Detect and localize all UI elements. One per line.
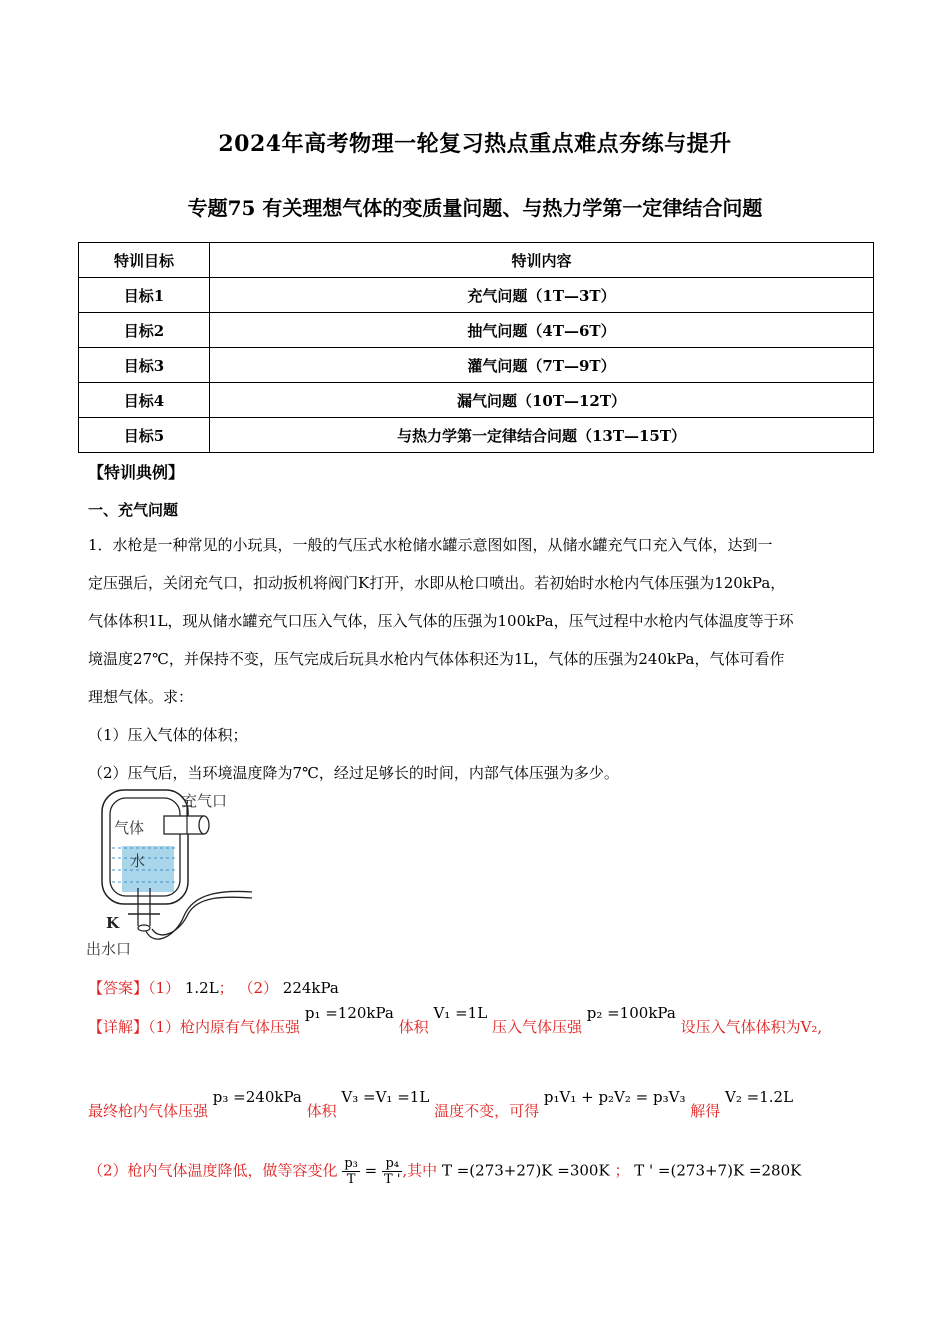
table-cell-goal: 目标5 bbox=[79, 418, 210, 453]
page-title: 2024年高考物理一轮复习热点重点难点夯练与提升 bbox=[218, 131, 732, 157]
problem-line: 境温度27℃，并保持不变，压气完成后玩具水枪内气体体积还为1L，气体的压强为240kPa，气体可看作 bbox=[88, 650, 785, 668]
detail-line-1 bbox=[88, 1004, 863, 1037]
numerator: p₄ bbox=[382, 1156, 402, 1172]
examples-heading: 【特训典例】 bbox=[88, 463, 185, 482]
math-expr: V₂ =1.2L bbox=[725, 1088, 794, 1106]
question-1: （1）压入气体的体积； bbox=[88, 726, 248, 744]
table-cell-content: 与热力学第一定律结合问题（13T—15T） bbox=[210, 418, 874, 453]
table-cell-content: 漏气问题（10T—12T） bbox=[210, 383, 874, 418]
detail-text: 解得 bbox=[690, 1102, 721, 1120]
table-row bbox=[79, 348, 874, 383]
detail-text: （2）枪内气体温度降低，做等容变化 bbox=[88, 1161, 338, 1180]
problem-line: 定压强后，关闭充气口，扣动扳机将阀门K打开，水即从枪口喷出。若初始时水枪内气体压强为120kPa， bbox=[88, 574, 786, 592]
table-cell-goal: 目标4 bbox=[79, 383, 210, 418]
detail-tag: 【详解】 bbox=[88, 1018, 149, 1036]
question-2: （2）压气后，当环境温度降为7℃，经过足够长的时间，内部气体压强为多少。 bbox=[88, 764, 619, 782]
math-expr: V₁ =1L bbox=[433, 1004, 488, 1022]
inlet-label: 充气口 bbox=[182, 792, 228, 810]
inlet-pipe bbox=[164, 816, 204, 834]
table-row bbox=[79, 383, 874, 418]
inlet-opening bbox=[199, 816, 209, 834]
denominator: T bbox=[346, 1172, 356, 1187]
math-expr: p₃ =240kPa bbox=[212, 1088, 302, 1106]
table-cell-content: 灌气问题（7T—9T） bbox=[210, 348, 874, 383]
detail-line-2 bbox=[88, 1088, 863, 1121]
section-heading: 一、充气问题 bbox=[88, 501, 179, 519]
answer-line bbox=[88, 977, 339, 998]
problem-line: 理想气体。求： bbox=[88, 688, 194, 706]
table-header-cell: 特训目标 bbox=[79, 243, 210, 278]
detail-text: 体积 bbox=[398, 1018, 429, 1036]
table-cell-goal: 目标1 bbox=[79, 278, 210, 313]
problem-text bbox=[88, 526, 863, 792]
problem-line: 1．水枪是一种常见的小玩具，一般的气压式水枪储水罐示意图如图，从储水罐充气口充入气体，达到一 bbox=[88, 536, 773, 554]
table-cell-content: 充气问题（1T—3T） bbox=[210, 278, 874, 313]
table-cell-goal: 目标2 bbox=[79, 313, 210, 348]
table-header-row bbox=[79, 243, 874, 278]
answer-value-2: 224kPa bbox=[282, 979, 339, 997]
answer-separator: ； bbox=[218, 979, 234, 997]
water-label: 水 bbox=[130, 852, 146, 870]
gas-label: 气体 bbox=[114, 819, 145, 837]
numerator: p₃ bbox=[344, 1156, 358, 1171]
math-expr: p₁V₁ + p₂V₂ = p₃V₃ bbox=[543, 1088, 686, 1106]
detail-text: 最终枪内气体压强 bbox=[88, 1102, 209, 1120]
detail-text: 温度不变，可得 bbox=[434, 1102, 540, 1120]
answer-part-1: （1） bbox=[148, 979, 181, 997]
math-expr: T =(273+27)K =300K bbox=[441, 1161, 610, 1180]
table-header-cell: 特训内容 bbox=[210, 243, 874, 278]
answer-value-1: 1.2L bbox=[184, 979, 219, 997]
detail-text: 设压入气体体积为V₂, bbox=[680, 1018, 823, 1036]
topic-subtitle: 专题75 有关理想气体的变质量问题、与热力学第一定律结合问题 bbox=[187, 196, 763, 220]
water-gun-diagram bbox=[84, 786, 264, 962]
math-expr: V₃ =V₁ =1L bbox=[341, 1088, 430, 1106]
detail-text: 体积 bbox=[306, 1102, 337, 1120]
math-expr: T ' =(273+7)K =280K bbox=[634, 1161, 802, 1180]
answer-part-2: （2） bbox=[238, 979, 279, 997]
fraction bbox=[342, 1156, 360, 1187]
table-cell-content: 抽气问题（4T—6T） bbox=[210, 313, 874, 348]
math-expr: p₂ =100kPa bbox=[586, 1004, 676, 1022]
outlet-label: 出水口 bbox=[86, 940, 132, 958]
valve-label: K bbox=[106, 914, 120, 932]
denominator: T ' bbox=[384, 1172, 401, 1187]
fraction bbox=[382, 1156, 402, 1187]
detail-text: ,其中 bbox=[402, 1161, 438, 1180]
detail-line-3: （2）枪内气体温度降低，做等容变化 $\frac{\text{p₃}}{T}$ = $\frac{\text{p₄}}{T '}$ ,其中 T =(273+27)K =300K ； T ' =(273+7)K =280K bbox=[88, 1156, 802, 1187]
goals-table bbox=[78, 242, 874, 453]
table-row bbox=[79, 278, 874, 313]
detail-text: 压入气体压强 bbox=[491, 1018, 582, 1036]
table-row bbox=[79, 418, 874, 453]
problem-line: 气体体积1L，现从储水罐充气口压入气体，压入气体的压强为100kPa，压气过程中水枪内气体温度等于环 bbox=[88, 612, 794, 630]
detail-text: ； bbox=[614, 1161, 630, 1180]
answer-tag: 【答案】 bbox=[88, 979, 149, 997]
detail-text: （1）枪内原有气体压强 bbox=[148, 1018, 301, 1036]
table-row bbox=[79, 313, 874, 348]
table-cell-goal: 目标3 bbox=[79, 348, 210, 383]
math-expr: p₁ =120kPa bbox=[304, 1004, 394, 1022]
hose bbox=[146, 891, 252, 939]
